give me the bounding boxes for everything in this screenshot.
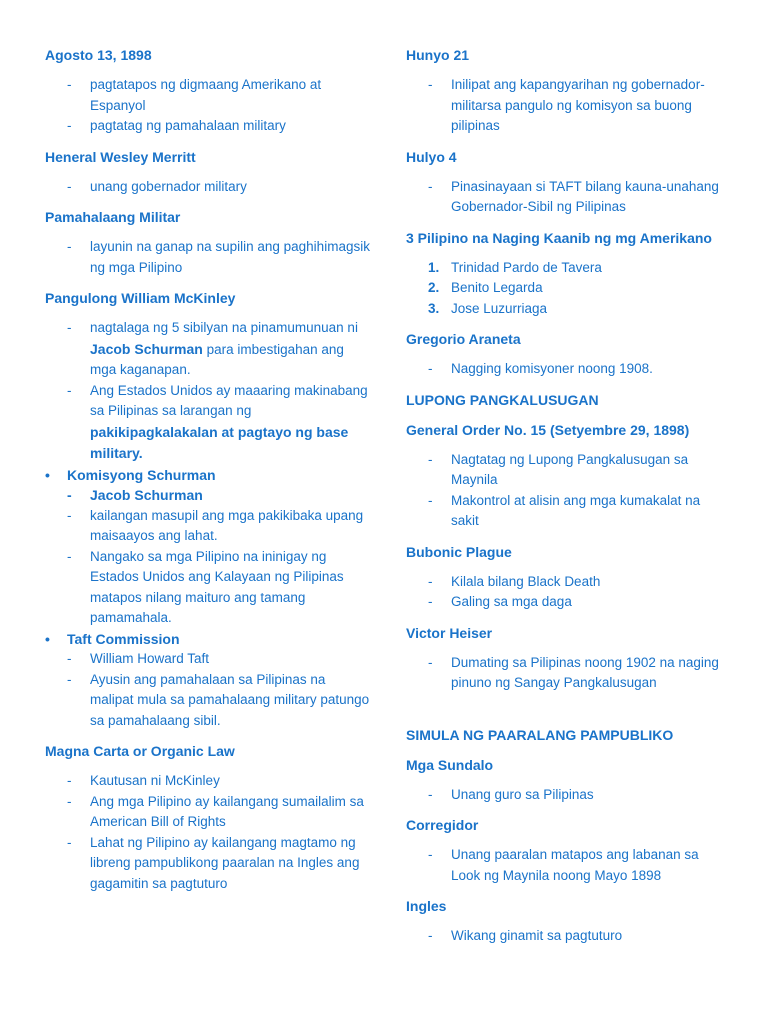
dash-marker: -: [428, 654, 433, 670]
item-text: nagtalaga ng 5 sibilyan na pinamumunuan ni: [90, 320, 358, 335]
heading-araneta: Gregorio Araneta: [406, 331, 521, 347]
list-item: [45, 792, 370, 833]
list-schurman: [45, 465, 370, 629]
list-item: [406, 785, 731, 806]
dash-marker: -: [428, 77, 433, 92]
list-item: [406, 299, 731, 320]
list-mckinley: [45, 318, 370, 465]
list-item: [45, 318, 370, 381]
list-araneta: [406, 359, 731, 380]
list-item: [45, 649, 370, 670]
list-item: [45, 771, 370, 792]
list-item: [45, 833, 370, 895]
dash-marker: -: [67, 118, 72, 133]
number-marker: 3.: [428, 300, 440, 316]
list-item: [406, 926, 731, 947]
item-text: Kilala bilang Black Death: [451, 573, 601, 589]
item-text: Inilipat ang kapangyarihan ng gobernador-militarsa pangulo ng komisyon sa buong pilipinas: [451, 77, 705, 133]
list-hunyo: [406, 75, 731, 137]
list-merritt: [45, 177, 370, 198]
list-item: [45, 237, 370, 278]
item-text: Nagtatag ng Lupong Pangkalusugan sa Maynila: [451, 451, 689, 487]
list-item: [45, 670, 370, 732]
list-item: [406, 653, 731, 694]
dash-marker: -: [428, 786, 433, 802]
dash-marker: -: [67, 487, 72, 503]
heading-sundalo: Mga Sundalo: [406, 756, 494, 773]
item-text: Unang guro sa Pilipinas: [451, 786, 594, 802]
bullet-marker: •: [45, 630, 50, 647]
list-item: [406, 845, 731, 886]
heading-hulyo: Hulyo 4: [406, 148, 457, 165]
item-text: Ang mga Pilipino ay kailangang sumailalim sa American Bill of Rights: [90, 793, 364, 829]
item-bold-text: Jacob Schurman: [90, 340, 203, 357]
dash-marker: -: [67, 548, 72, 564]
list-item: [406, 592, 731, 613]
list-taft: [45, 629, 370, 732]
dash-marker: -: [428, 847, 433, 862]
item-text: Lahat ng Pilipino ay kailangang magtamo ng libreng pampublikong paaralan na Ingles ang gagamitin sa pagtuturo: [90, 834, 360, 891]
bullet-heading: Komisyong Schurman: [67, 466, 216, 483]
bullet-heading: Taft Commission: [67, 630, 180, 647]
heading-mckinley: Pangulong William McKinley: [45, 290, 236, 306]
item-text: Benito Legarda: [451, 280, 543, 295]
item-text: pagtatapos ng digmaang Amerikano at Espanyol: [90, 77, 322, 113]
heading-tatlo: 3 Pilipino na Naging Kaanib ng mg Amerikano: [406, 229, 712, 246]
number-marker: 1.: [428, 259, 440, 275]
right-column: [406, 45, 731, 957]
heading-heiser: Victor Heiser: [406, 624, 493, 641]
dash-marker: -: [428, 451, 433, 467]
item-bold-text: pakikipagkalakalan at pagtayo ng base military.: [90, 423, 349, 461]
list-item: [45, 116, 370, 137]
item-text: Ang Estados Unidos ay maaaring makinabang sa Pilipinas sa larangan ng: [90, 382, 368, 418]
bullet-marker: •: [45, 466, 50, 483]
item-text: Trinidad Pardo de Tavera: [451, 259, 602, 275]
heading-simula: SIMULA NG PAARALANG PAMPUBLIKO: [406, 726, 674, 743]
list-item: [406, 572, 731, 593]
item-text: Pinasinayaan si TAFT bilang kauna-unahang Gobernador-Sibil ng Pilipinas: [451, 178, 719, 214]
heading-ingles: Ingles: [406, 898, 447, 914]
heading-plague: Bubonic Plague: [406, 543, 512, 560]
list-militar: [45, 237, 370, 278]
list-item: [406, 278, 731, 299]
item-text: Galing sa mga daga: [451, 594, 572, 609]
heading-agosto: Agosto 13, 1898: [45, 47, 152, 63]
dash-marker: -: [67, 834, 72, 850]
dash-marker: -: [428, 594, 433, 609]
heading-hunyo: Hunyo 21: [406, 47, 470, 63]
dash-marker: -: [428, 178, 433, 194]
list-item: [45, 547, 370, 629]
number-marker: 2.: [428, 280, 440, 295]
dash-marker: -: [67, 239, 72, 254]
dash-marker: -: [67, 178, 72, 194]
item-text: Jose Luzurriaga: [451, 300, 548, 316]
item-text: Dumating sa Pilipinas noong 1902 na naging pinuno ng Sangay Pangkalusugan: [451, 654, 719, 690]
list-item: [45, 177, 370, 198]
list-item: [406, 177, 731, 218]
list-item: [45, 485, 370, 506]
list-sundalo: [406, 785, 731, 806]
dash-marker: -: [67, 77, 72, 92]
item-text: Nagging komisyoner noong 1908.: [451, 361, 653, 376]
list-item: [45, 75, 370, 116]
item-text: Ayusin ang pamahalaan sa Pilipinas na malipat mula sa pamahalaang military patungo sa pamahalaang sibil.: [90, 671, 370, 728]
dash-marker: -: [428, 928, 433, 943]
list-item: [406, 359, 731, 380]
item-text: pagtatag ng pamahalaan military: [90, 118, 286, 133]
item-text: Wikang ginamit sa pagtuturo: [451, 928, 623, 943]
item-text: William Howard Taft: [90, 651, 210, 666]
dash-marker: -: [67, 793, 72, 809]
dash-marker: -: [428, 361, 433, 376]
left-column: [45, 45, 370, 904]
list-heiser: [406, 653, 731, 694]
list-hulyo: [406, 177, 731, 218]
dash-marker: -: [67, 382, 72, 398]
list-item: [45, 506, 370, 547]
dash-marker: -: [67, 651, 72, 666]
list-tatlo: [406, 258, 731, 320]
item-text: Kautusan ni McKinley: [90, 773, 220, 788]
item-text: layunin na ganap na supilin ang paghihimagsik ng mga Pilipino: [90, 239, 370, 275]
list-ingles: [406, 926, 731, 947]
dash-marker: -: [67, 773, 72, 788]
item-text: Nangako sa mga Pilipino na ininigay ng Estados Unidos ang Kalayaan ng Pilipinas matapos nilang maituro ang tamang pamamahala.: [90, 548, 344, 625]
list-magna: [45, 771, 370, 894]
item-text: kailangan masupil ang mga pakikibaka upang maisaayos ang lahat.: [90, 507, 364, 543]
dash-marker: -: [67, 671, 72, 687]
item-text: unang gobernador military: [90, 178, 247, 194]
list-item: [406, 450, 731, 491]
item-bold-text: Jacob Schurman: [90, 487, 203, 503]
heading-merritt: Heneral Wesley Merritt: [45, 148, 196, 165]
dash-marker: -: [67, 320, 72, 335]
dash-marker: -: [428, 492, 433, 508]
item-text: Makontrol at alisin ang mga kumakalat na sakit: [451, 492, 701, 528]
list-corregidor: [406, 845, 731, 886]
item-text: Unang paaralan matapos ang labanan sa Look ng Maynila noong Mayo 1898: [451, 847, 699, 883]
list-agosto: [45, 75, 370, 137]
heading-lupong: LUPONG PANGKALUSUGAN: [406, 391, 599, 408]
dash-marker: -: [428, 573, 433, 589]
list-item: [45, 381, 370, 465]
list-order: [406, 450, 731, 532]
heading-corregidor: Corregidor: [406, 817, 479, 833]
heading-militar: Pamahalaang Militar: [45, 209, 181, 225]
bullet-item-taft: [45, 629, 370, 650]
list-item: [406, 258, 731, 279]
dash-marker: -: [67, 507, 72, 523]
list-plague: [406, 572, 731, 613]
heading-order: General Order No. 15 (Setyembre 29, 1898): [406, 421, 690, 438]
item-text: para imbestigahan ang mga kaganapan.: [90, 341, 344, 377]
heading-magna: Magna Carta or Organic Law: [45, 743, 235, 759]
list-item: [406, 491, 731, 532]
spacer: [406, 704, 731, 725]
list-item: [406, 75, 731, 137]
bullet-item-schurman: [45, 465, 370, 486]
